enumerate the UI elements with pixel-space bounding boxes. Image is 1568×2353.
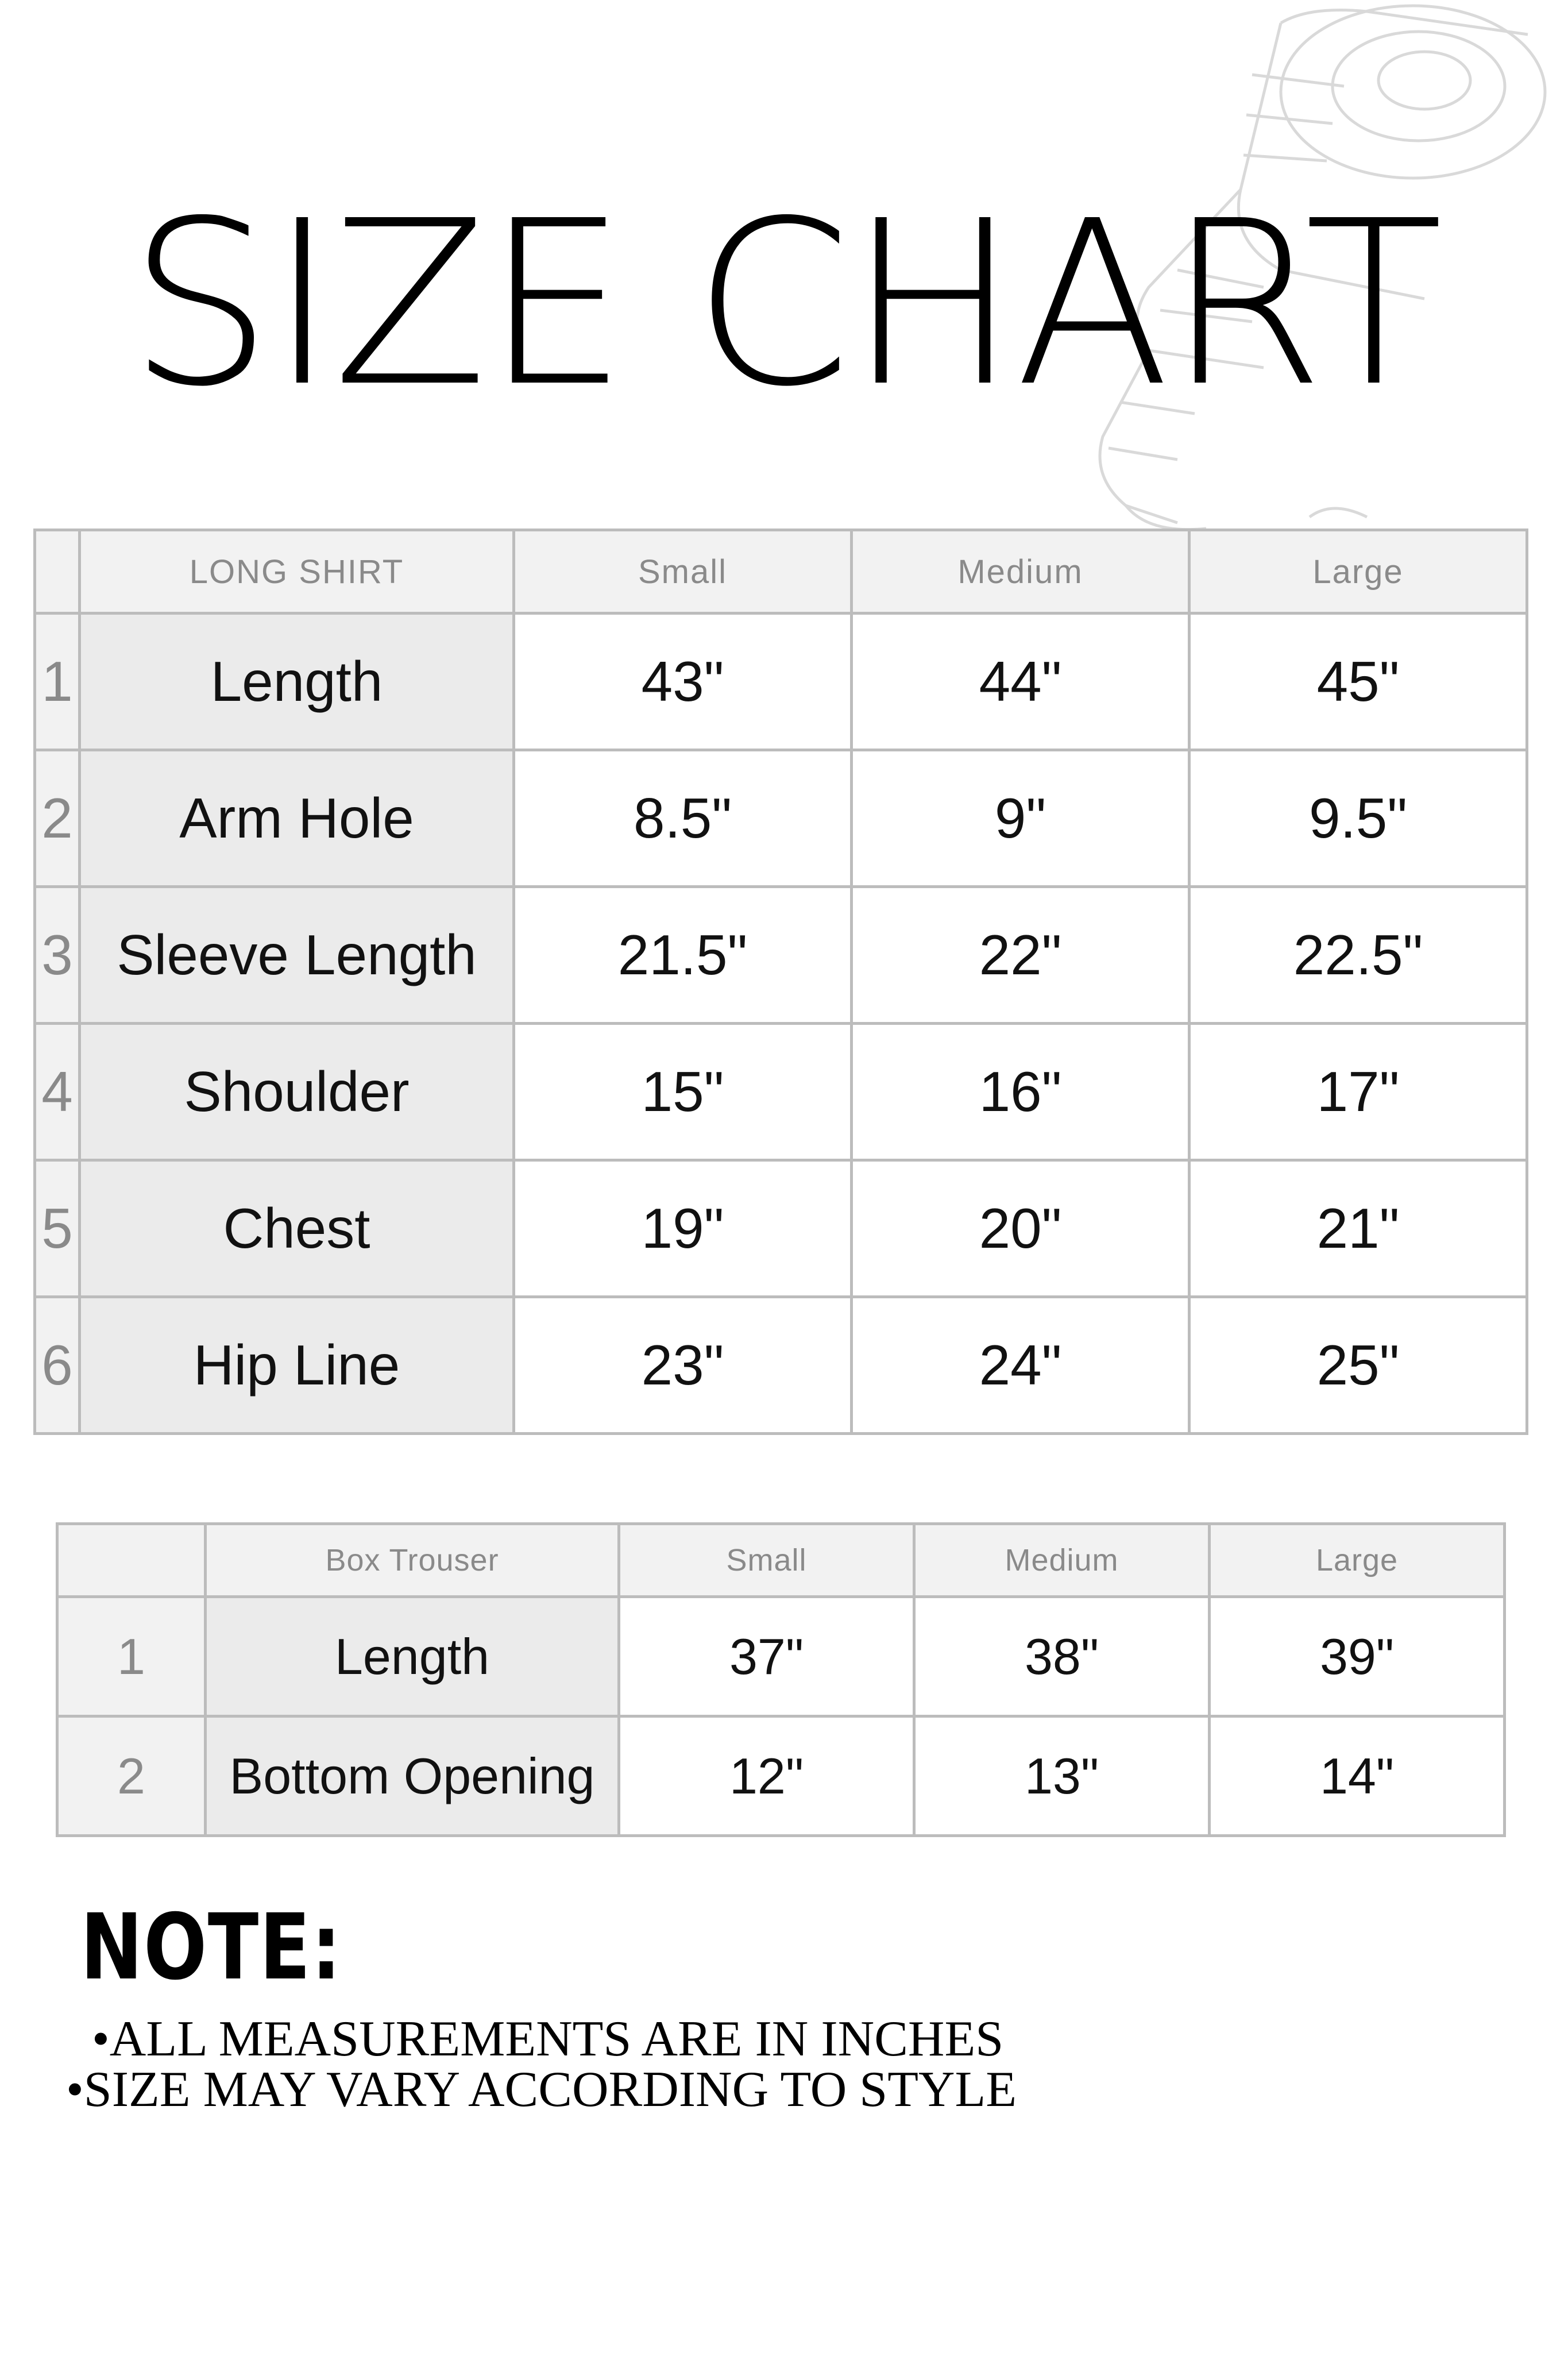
header-large: Large [1189,530,1527,614]
table-header-row [57,1524,1505,1597]
value-medium: 16" [852,1024,1189,1160]
table-row [35,1297,1527,1434]
value-small: 19" [514,1160,852,1297]
value-medium: 24" [852,1297,1189,1434]
value-medium: 9" [852,750,1189,887]
note-line-measurements: •ALL MEASUREMENTS ARE IN INCHES [92,2011,1004,2067]
value-large: 21" [1189,1160,1527,1297]
table-row [35,887,1527,1024]
row-label: Hip Line [80,1297,514,1434]
value-small: 21.5" [514,887,852,1024]
header-index-cell [35,530,80,614]
table-row [57,1597,1505,1716]
value-small: 12" [619,1716,914,1836]
table-row [35,1160,1527,1297]
row-label: Sleeve Length [80,887,514,1024]
row-index: 1 [35,614,80,750]
box-trouser-size-table [56,1522,1506,1837]
value-medium: 20" [852,1160,1189,1297]
value-medium: 13" [914,1716,1210,1836]
table-row [35,1024,1527,1160]
value-small: 43" [514,614,852,750]
row-index: 1 [57,1597,206,1716]
value-large: 45" [1189,614,1527,750]
row-label: Length [80,614,514,750]
table-row [35,614,1527,750]
value-medium: 38" [914,1597,1210,1716]
table-row [57,1716,1505,1836]
header-medium: Medium [852,530,1189,614]
row-label: Length [206,1597,619,1716]
value-medium: 22" [852,887,1189,1024]
row-label: Shoulder [80,1024,514,1160]
row-index: 3 [35,887,80,1024]
note-heading: NOTE: [80,1895,342,2000]
value-small: 15" [514,1024,852,1160]
value-large: 39" [1210,1597,1505,1716]
header-index-cell [57,1524,206,1597]
value-large: 25" [1189,1297,1527,1434]
page-title: SIZE CHART [128,172,1440,437]
header-garment: Box Trouser [206,1524,619,1597]
value-large: 14" [1210,1716,1505,1836]
header-large: Large [1210,1524,1505,1597]
note-line-size-variation: •SIZE MAY VARY ACCORDING TO STYLE [66,2062,1017,2117]
table-header-row [35,530,1527,614]
row-label: Chest [80,1160,514,1297]
value-large: 9.5" [1189,750,1527,887]
row-index: 2 [35,750,80,887]
value-large: 22.5" [1189,887,1527,1024]
value-small: 37" [619,1597,914,1716]
header-small: Small [619,1524,914,1597]
header-small: Small [514,530,852,614]
header-medium: Medium [914,1524,1210,1597]
row-index: 4 [35,1024,80,1160]
row-label: Bottom Opening [206,1716,619,1836]
row-index: 5 [35,1160,80,1297]
header-garment: LONG SHIRT [80,530,514,614]
row-label: Arm Hole [80,750,514,887]
table-row [35,750,1527,887]
value-large: 17" [1189,1024,1527,1160]
value-small: 8.5" [514,750,852,887]
value-medium: 44" [852,614,1189,750]
long-shirt-size-table [33,529,1528,1435]
row-index: 6 [35,1297,80,1434]
row-index: 2 [57,1716,206,1836]
value-small: 23" [514,1297,852,1434]
